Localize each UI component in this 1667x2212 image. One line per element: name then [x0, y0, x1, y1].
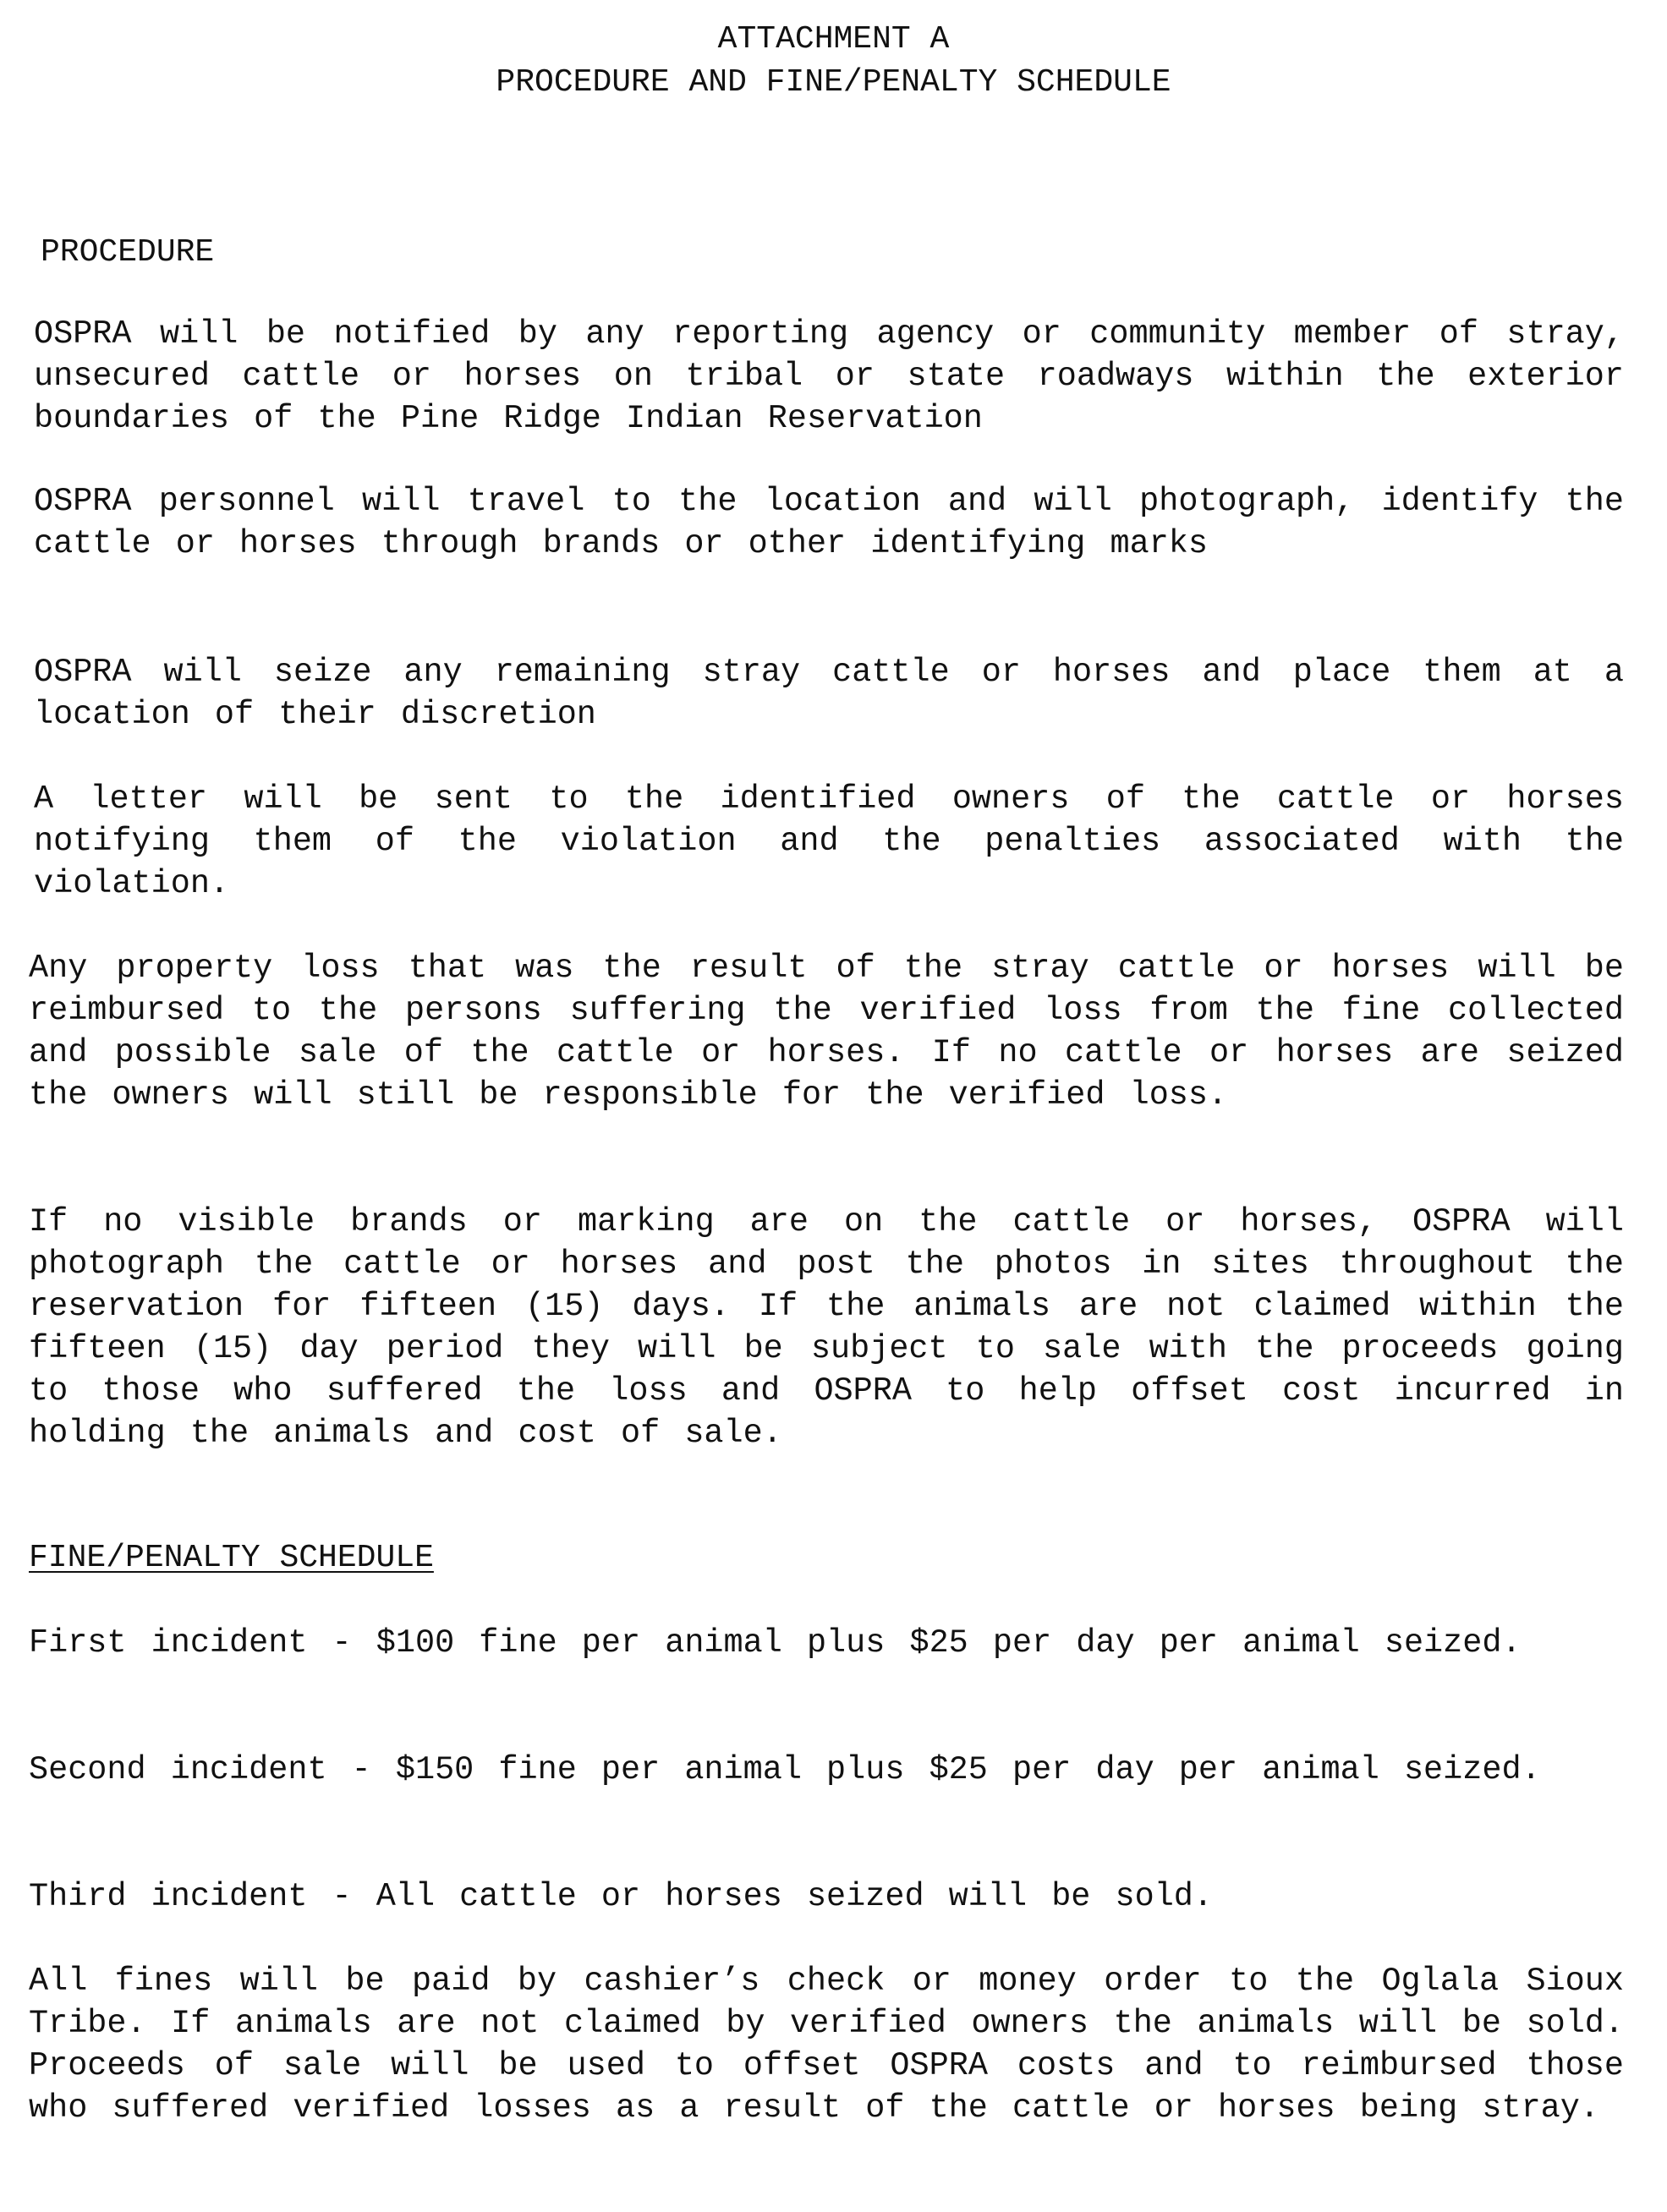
procedure-heading: PROCEDURE: [41, 234, 215, 271]
procedure-paragraph-notification: OSPRA will be notified by any reporting agency or community member of stray, unsecured cattle or horses on tribal or state roadways within the exterior boundaries of the Pine Ridge Indian Reservation: [34, 315, 1624, 437]
procedure-paragraph-owner-letter: A letter will be sent to the identified owners of the cattle or horses notifying them of the violation and the penalties associated with the violation.: [34, 780, 1624, 902]
fine-schedule-heading: FINE/PENALTY SCHEDULE: [29, 1540, 434, 1576]
fine-payment-terms: All fines will be paid by cashier’s check or money order to the Oglala Sioux Tribe. If animals are not claimed by verified owners the animals will be sold. Proceeds of sale will be used to offset OSPRA costs and to reimbursed those who suffered verified losses as a result of the cattle or horses being stray.: [29, 1963, 1624, 2127]
procedure-paragraph-property-loss: Any property loss that was the result of the stray cattle or horses will be reimbursed to the persons suffering the verified loss from the fine collected and possible sale of the cattle or horses. If no cattle or horses are seized the owners will still be responsible for the verified loss.: [29, 950, 1624, 1114]
document-title: PROCEDURE AND FINE/PENALTY SCHEDULE: [496, 64, 1171, 101]
procedure-paragraph-seizure: OSPRA will seize any remaining stray cattle or horses and place them at a location of their discretion: [34, 654, 1624, 733]
procedure-paragraph-no-brands: If no visible brands or marking are on the cattle or horses, OSPRA will photograph the cattle or horses and post the photos in sites throughout the reservation for fifteen (15) days. If the animals are not claimed within the fifteen (15) day period they will be subject to sale with the proceeds going to those who suffered the loss and OSPRA to help offset cost incurred in holding the animals and cost of sale.: [29, 1203, 1624, 1452]
procedure-paragraph-identification: OSPRA personnel will travel to the location and will photograph, identify the cattle or horses through brands or other identifying marks: [34, 483, 1624, 562]
attachment-title: ATTACHMENT A: [717, 21, 950, 57]
fine-first-incident: First incident - $100 fine per animal plus $25 per day per animal seized.: [29, 1624, 1522, 1662]
fine-third-incident: Third incident - All cattle or horses seized will be sold.: [29, 1878, 1214, 1915]
fine-second-incident: Second incident - $150 fine per animal plus $25 per day per animal seized.: [29, 1751, 1541, 1788]
